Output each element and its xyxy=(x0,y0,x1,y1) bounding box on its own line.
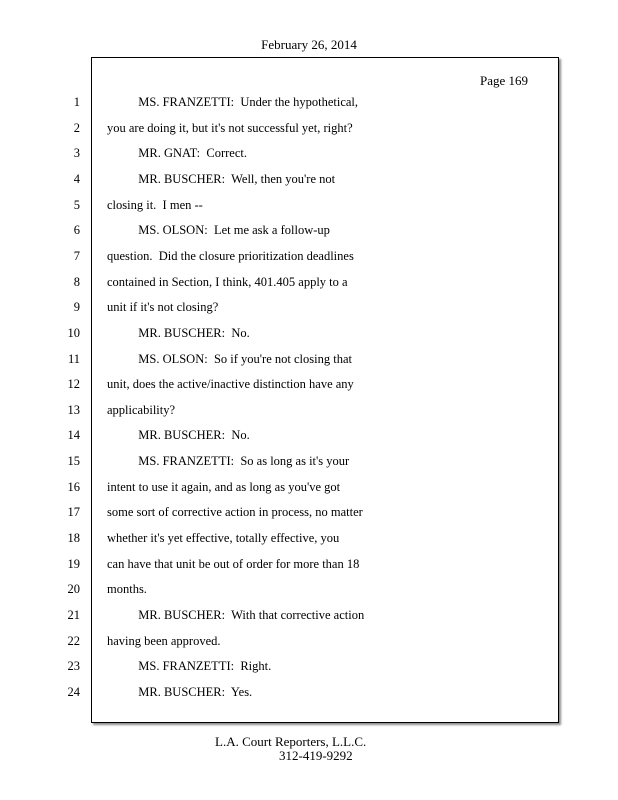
line-number: 4 xyxy=(73,172,80,186)
line-text: months. xyxy=(107,582,147,596)
line-text: MS. OLSON: Let me ask a follow-up xyxy=(107,223,330,237)
line-text: MS. FRANZETTI: So as long as it's your xyxy=(107,454,350,468)
footer-company: L.A. Court Reporters, L.L.C. xyxy=(215,734,367,749)
line-number: 19 xyxy=(67,557,80,571)
line-number: 1 xyxy=(73,95,80,109)
footer-phone: 312-419-9292 xyxy=(279,748,353,763)
line-text: can have that unit be out of order for more than 18 xyxy=(107,557,360,571)
line-text: MS. OLSON: So if you're not closing that xyxy=(107,352,352,366)
line-text: unit if it's not closing? xyxy=(107,300,219,314)
line-number: 7 xyxy=(73,249,80,263)
line-number: 24 xyxy=(67,685,80,699)
line-text: some sort of corrective action in process, no matter xyxy=(107,505,363,519)
line-number: 14 xyxy=(67,428,80,442)
line-number: 17 xyxy=(67,505,80,519)
line-text: MR. BUSCHER: With that corrective action xyxy=(107,608,365,622)
line-text: MR. GNAT: Correct. xyxy=(107,146,247,160)
line-number: 21 xyxy=(67,608,80,622)
line-text: closing it. I men -- xyxy=(107,198,203,212)
line-text: MS. FRANZETTI: Right. xyxy=(107,659,272,673)
line-number: 3 xyxy=(73,146,80,160)
line-text: intent to use it again, and as long as you've got xyxy=(107,480,341,494)
line-number: 23 xyxy=(67,659,80,673)
line-text: contained in Section, I think, 401.405 apply to a xyxy=(107,275,348,289)
line-number: 18 xyxy=(67,531,80,545)
line-text: MR. BUSCHER: No. xyxy=(107,326,250,340)
line-number: 2 xyxy=(73,121,80,135)
line-text: applicability? xyxy=(107,403,176,417)
line-number: 6 xyxy=(73,223,80,237)
page-number: Page 169 xyxy=(480,73,529,88)
line-text: whether it's yet effective, totally effective, you xyxy=(107,531,340,545)
line-number: 12 xyxy=(67,377,80,391)
line-text: having been approved. xyxy=(107,634,221,648)
line-number: 20 xyxy=(67,582,80,596)
transcript-date: February 26, 2014 xyxy=(261,37,357,52)
line-text: question. Did the closure prioritization deadlines xyxy=(107,249,354,263)
line-number: 13 xyxy=(67,403,80,417)
line-text: you are doing it, but it's not successful yet, right? xyxy=(107,121,353,135)
line-text: MR. BUSCHER: Yes. xyxy=(107,685,253,699)
line-text: MR. BUSCHER: Well, then you're not xyxy=(107,172,336,186)
line-number: 5 xyxy=(73,198,80,212)
line-number: 15 xyxy=(67,454,80,468)
line-number: 11 xyxy=(67,352,80,366)
line-number: 22 xyxy=(67,634,80,648)
line-number: 9 xyxy=(73,300,80,314)
line-number: 16 xyxy=(67,480,80,494)
line-number: 8 xyxy=(73,275,80,289)
line-number: 10 xyxy=(67,326,80,340)
line-text: MR. BUSCHER: No. xyxy=(107,428,250,442)
line-text: unit, does the active/inactive distinction have any xyxy=(107,377,354,391)
line-text: MS. FRANZETTI: Under the hypothetical, xyxy=(107,95,359,109)
